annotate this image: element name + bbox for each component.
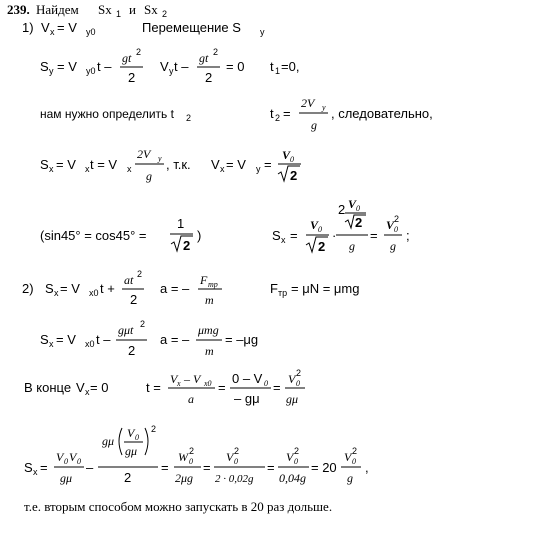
sy-frac-den: 2 [128,70,136,85]
vy-t: t – [174,59,189,74]
final-f3-num-sub: 0 [189,457,193,466]
sy-t: t – [97,59,112,74]
final-f4-num-sub: 0 [234,457,238,466]
sin-frac-num: 1 [177,216,185,231]
final-f1-num: V [56,450,64,464]
case2-v-sub: x0 [89,288,99,298]
end-f3-den: gμ [286,392,299,406]
sx2-a-den: 2 [318,239,326,254]
sx-frac-num-sub: y [158,154,162,163]
case2-a: a = – [160,281,190,296]
sxf-eq: = V [56,332,76,347]
t1-sub: 1 [275,66,281,76]
end-vx-sub: x [85,387,90,397]
sxf-a-rhs: = –μg [225,332,259,347]
sxf-sub: x [49,339,54,349]
final-sx: S [24,460,33,475]
case2-a-den: m [205,293,214,307]
sxf-a-den: m [205,344,214,358]
t2-frac-num: 2V [301,96,315,110]
sx2-c-den: g [390,239,396,253]
final-eq: = [40,460,48,475]
t1-value: =0, [281,59,300,74]
sy-frac-num: gt [122,51,132,65]
sx2-b-inner-den: 2 [355,215,363,230]
t2-eq: = [283,106,291,121]
end-vx-eq: = 0 [90,380,109,395]
sxf-a: a = – [160,332,190,347]
and-word: и [129,2,136,17]
final-eq2: = [161,460,169,475]
t2-text: нам нужно определить t [40,107,174,121]
sx-t: t = V [90,157,118,172]
sx2-c-num-sub: 0 [394,225,398,234]
t1-symbol: t [270,59,274,74]
sx2-b-coef: 2 [338,202,346,217]
case1-label: 1) [22,20,34,35]
end-eq: = [218,380,226,395]
move-label: Перемещение S [142,20,241,35]
final-f3-num: W [178,450,188,464]
vy-rhs: = 0 [226,59,245,74]
t2-frac-num-sub: y [322,103,326,112]
sx-frac2-den: 2 [290,168,298,183]
t2-symbol: t [270,106,274,121]
final-f4-den: 2 · 0,02g [215,473,254,485]
sx2-sub: 2 [162,9,168,19]
t2-text-sub: 2 [186,113,192,123]
final-eq4: = [267,460,275,475]
vy-symbol: V [160,59,169,74]
sx2-symbol: Sx [144,2,158,17]
sx2-eq: = [290,228,298,243]
final-f1-num2: V [69,450,77,464]
final-f3-den: 2μg [175,471,194,485]
final-f6-num: V [344,450,352,464]
sx-tk: , т.к. [166,157,191,172]
sin-text: (sin45° = cos45° = [40,228,147,243]
end-eq2: = [273,380,281,395]
sxf-frac-pow: 2 [140,319,146,329]
final-f2-inner-den: gμ [125,444,138,458]
final-f6-den: g [347,471,353,485]
sx2-end: ; [406,228,410,243]
final-eq5: = 20 [311,460,337,475]
sx2-c-pow: 2 [394,214,400,224]
sx-v-sub: x [85,164,90,174]
final-f1-num-sub: 0 [64,457,68,466]
vy0-sub: y0 [86,27,96,37]
conclusion-text: т.е. вторым способом можно запускать в 20 раз дольше. [24,499,333,514]
final-end: , [365,460,369,475]
case2-label: 2) [22,281,34,296]
end-f1-num-mid: – V [184,372,201,386]
sx2-dot: · [332,228,337,243]
sxf-a-num: μmg [198,323,219,337]
sx-vx: V [211,157,220,172]
case2-t: t + [100,281,115,296]
final-f5-num-sub: 0 [294,457,298,466]
sx-frac2-num: V [282,148,291,162]
t2-tail: , следовательно, [331,106,433,121]
sx-eq2: = V [226,157,246,172]
move-sub: y [260,27,265,37]
end-f3-pow: 2 [296,368,302,378]
sx1-sub: 1 [116,9,122,19]
sx2-a-num-sub: 0 [318,225,322,234]
header-text: Найдем [36,2,79,17]
end-f1-num-a: V [170,372,178,386]
final-f6-pow: 2 [352,446,358,456]
sy-v-sub: y0 [86,66,96,76]
vx-symbol: V [41,20,50,35]
sx2-b-num-sub: 0 [356,204,360,213]
end-f3-num: V [288,372,296,386]
sx-symbol: S [40,157,49,172]
case2-sx-sub: x [54,288,59,298]
end-f2-den: – gμ [234,391,260,406]
end-f2-num-sub: 0 [264,379,268,388]
final-sx-sub: x [33,467,38,477]
ftr-eq: = μN = μmg [291,281,360,296]
final-f1-num2-sub: 0 [77,457,81,466]
end-f1-den: a [188,392,194,406]
sx-eq3: = [264,157,272,172]
sx1-symbol: Sx [98,2,112,17]
sin-frac-den: 2 [183,238,191,253]
end-f1-num-b-sub: x0 [204,379,212,388]
final-f2-pow: 2 [151,424,157,434]
final-f5-num: V [286,450,294,464]
end-f1-num-a-sub: x [177,379,181,388]
vy-sub: y [169,66,174,76]
case2-a-num: F [200,273,208,287]
final-f5-den: 0,04g [279,471,306,485]
vy-frac-num: gt [199,51,209,65]
end-vx: V [76,380,85,395]
case2-sx: S [45,281,54,296]
sy-eq: = V [57,59,77,74]
sx2-c-num: V [386,218,395,232]
sin-close: ) [197,228,202,243]
final-f5-pow: 2 [294,446,300,456]
sxf-t: t – [96,332,111,347]
ftr-sub: тр [278,288,288,298]
t2-frac-den: g [311,118,317,132]
end-t: t = [146,380,161,395]
sy-symbol: S [40,59,49,74]
case2-eq: = V [60,281,80,296]
final-f4-num: V [226,450,234,464]
vy-frac-pow: 2 [213,47,219,57]
final-f2-inner-num-sub: 0 [135,433,139,442]
sx-frac-den: g [146,169,152,183]
problem-number: 239. [7,2,30,17]
sy-frac-pow: 2 [136,47,142,57]
sx-v2-sub: x [127,164,132,174]
vy-frac-den: 2 [205,70,213,85]
case2-frac-den: 2 [130,292,138,307]
sxf-frac-den: 2 [128,343,136,358]
sx2-b-num: V [348,197,357,211]
vx-sub: x [50,27,55,37]
sx-frac2-num-sub: 0 [290,155,294,164]
sxf-v-sub: x0 [85,339,95,349]
final-f3-pow: 2 [189,446,195,456]
ftr-symbol: F [270,281,278,296]
end-text: В конце [24,380,72,395]
case2-frac-pow: 2 [137,269,143,279]
final-minus: – [86,460,94,475]
vy0-eq: = V [57,20,77,35]
final-f1-den: gμ [60,471,73,485]
final-f6-num-sub: 0 [352,457,356,466]
sx-vx-sub: x [220,164,225,174]
end-f2-num: 0 – V [232,371,263,386]
sxf-symbol: S [40,332,49,347]
final-f2-num-pre: gμ [102,434,115,448]
final-f4-pow: 2 [234,446,240,456]
case2-frac-num: at [124,273,134,287]
sxf-frac-num: gμt [118,323,134,337]
end-f3-num-sub: 0 [296,379,300,388]
final-f2-den: 2 [124,470,132,485]
sx2-b-den: g [349,239,355,253]
case2-a-num-sub: тр [208,280,218,289]
t2-sub: 2 [275,113,281,123]
sx-vy-sub: y [256,164,261,174]
final-f2-inner-num: V [127,426,135,440]
sx-frac-num: 2V [137,147,151,161]
sx2-a-num: V [310,218,319,232]
final-eq3: = [203,460,211,475]
sx2-symbol: S [272,228,281,243]
sx2-sub: x [281,235,286,245]
sx-sub: x [49,164,54,174]
sx-eq: = V [56,157,76,172]
sx2-eq2: = [370,228,378,243]
sy-sub: y [49,66,54,76]
